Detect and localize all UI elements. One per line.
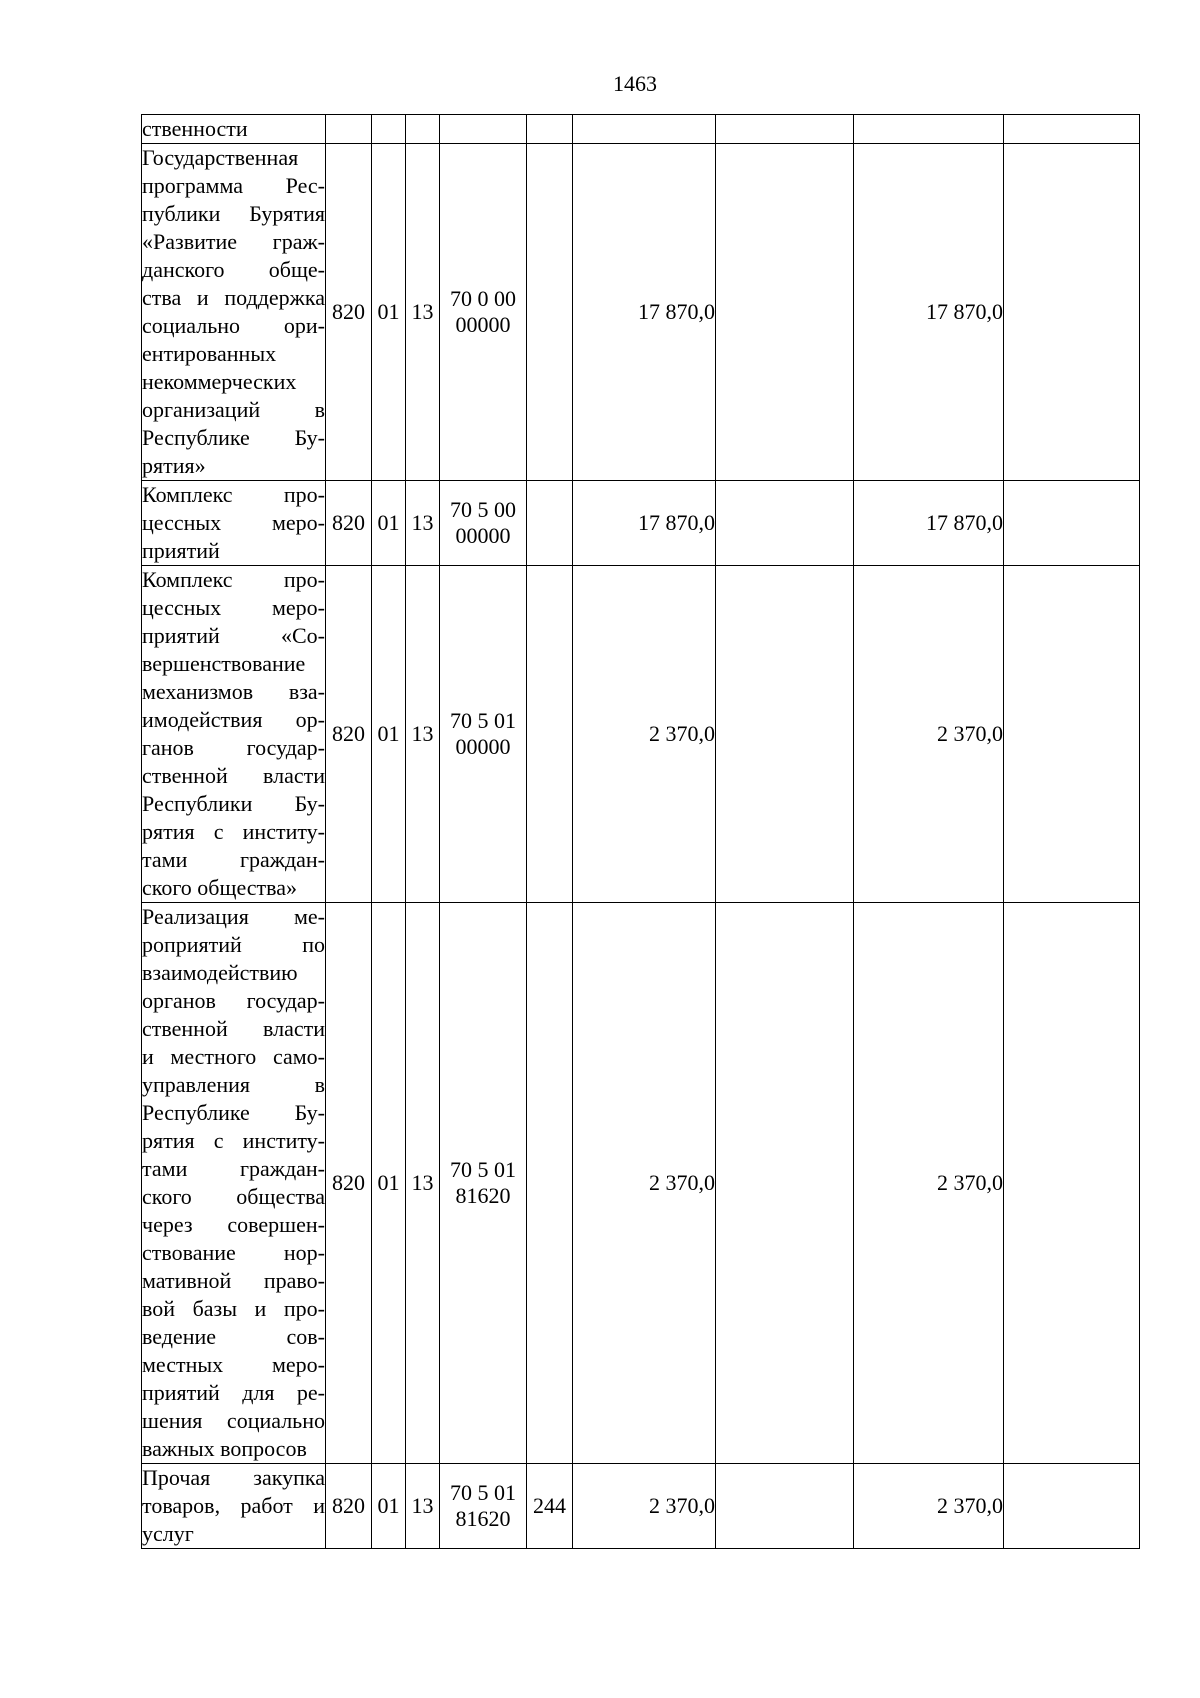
row-name xyxy=(142,481,326,566)
row-name-line: Реализация ме- xyxy=(142,904,325,929)
target-code-line-1: 70 5 00 xyxy=(450,497,516,522)
ministry-code: 820 xyxy=(326,1464,372,1549)
table-row xyxy=(142,115,1140,144)
row-name-line: через совершен- xyxy=(142,1212,325,1237)
amount-column-1: 17 870,0 xyxy=(573,481,716,566)
row-name-line: «Развитие граж- xyxy=(142,229,325,254)
row-name-line: местных меро- xyxy=(142,1352,325,1377)
row-name-line: услуг xyxy=(142,1521,194,1546)
row-name-line: органов государ- xyxy=(142,988,325,1013)
amount-column-4 xyxy=(1004,115,1140,144)
ministry-code: 820 xyxy=(326,144,372,481)
row-name-line: программа Рес- xyxy=(142,173,325,198)
row-name-line: Государственная xyxy=(142,145,299,170)
amount-column-3: 2 370,0 xyxy=(854,1464,1004,1549)
row-name xyxy=(142,144,326,481)
row-name-line: ведение сов- xyxy=(142,1324,325,1349)
row-name-line: механизмов вза- xyxy=(142,679,325,704)
expense-type-code xyxy=(527,481,573,566)
row-name-line: ского общества» xyxy=(142,875,297,900)
row-name-line: управления в xyxy=(142,1072,325,1097)
target-code-line-2: 00000 xyxy=(455,312,511,337)
amount-column-2 xyxy=(716,144,854,481)
subsection-code: 13 xyxy=(406,481,440,566)
row-name-line: товаров, работ и xyxy=(142,1493,325,1518)
row-name-line: имодействия ор- xyxy=(142,707,325,732)
budget-table-body xyxy=(142,115,1140,1549)
target-code-line-1: 70 5 01 xyxy=(450,1480,516,1505)
row-name-line: тами граждан- xyxy=(142,1156,325,1181)
section-code: 01 xyxy=(372,566,406,903)
row-name-line: шения социально xyxy=(142,1408,325,1433)
amount-column-2 xyxy=(716,1464,854,1549)
section-code: 01 xyxy=(372,903,406,1464)
amount-column-3 xyxy=(854,115,1004,144)
amount-column-1 xyxy=(573,115,716,144)
row-name-line: Республике Бу- xyxy=(142,425,325,450)
section-code: 01 xyxy=(372,481,406,566)
amount-column-3: 17 870,0 xyxy=(854,481,1004,566)
row-name-line: ственной власти xyxy=(142,763,325,788)
row-name xyxy=(142,115,326,144)
row-name-line: Прочая закупка xyxy=(142,1465,325,1490)
target-article-code xyxy=(440,1464,527,1549)
amount-column-1: 2 370,0 xyxy=(573,1464,716,1549)
amount-column-2 xyxy=(716,903,854,1464)
row-name-line: ского общества xyxy=(142,1184,325,1209)
table-row xyxy=(142,566,1140,903)
target-code-line-1: 70 0 00 xyxy=(450,286,516,311)
expense-type-code xyxy=(527,566,573,903)
expense-type-code xyxy=(527,115,573,144)
row-name-line: рятия с институ- xyxy=(142,819,325,844)
row-name-line: цессных меро- xyxy=(142,510,325,535)
row-name-line: Республики Бу- xyxy=(142,791,325,816)
row-name-line: приятий xyxy=(142,538,220,563)
amount-column-2 xyxy=(716,115,854,144)
row-name-line: Республике Бу- xyxy=(142,1100,325,1125)
expense-type-code xyxy=(527,903,573,1464)
subsection-code: 13 xyxy=(406,566,440,903)
row-name-line: некоммерческих xyxy=(142,369,297,394)
row-name-line: ственной власти xyxy=(142,1016,325,1041)
amount-column-1: 17 870,0 xyxy=(573,144,716,481)
row-name-line: цессных меро- xyxy=(142,595,325,620)
subsection-code: 13 xyxy=(406,1464,440,1549)
ministry-code: 820 xyxy=(326,481,372,566)
row-name-line: приятий для ре- xyxy=(142,1380,325,1405)
ministry-code xyxy=(326,115,372,144)
subsection-code: 13 xyxy=(406,903,440,1464)
amount-column-1: 2 370,0 xyxy=(573,566,716,903)
target-article-code xyxy=(440,115,527,144)
amount-column-2 xyxy=(716,481,854,566)
amount-column-4 xyxy=(1004,1464,1140,1549)
target-article-code xyxy=(440,903,527,1464)
target-code-line-1: 70 5 01 xyxy=(450,1157,516,1182)
budget-table xyxy=(141,114,1140,1549)
amount-column-3: 2 370,0 xyxy=(854,903,1004,1464)
ministry-code: 820 xyxy=(326,903,372,1464)
row-name-line: роприятий по xyxy=(142,932,325,957)
target-code-line-2: 81620 xyxy=(455,1183,511,1208)
table-row xyxy=(142,144,1140,481)
row-name xyxy=(142,566,326,903)
table-row xyxy=(142,1464,1140,1549)
amount-column-4 xyxy=(1004,144,1140,481)
row-name-line: Комплекс про- xyxy=(142,567,325,592)
expense-type-code: 244 xyxy=(527,1464,573,1549)
subsection-code: 13 xyxy=(406,144,440,481)
amount-column-1: 2 370,0 xyxy=(573,903,716,1464)
row-name-line: взаимодействию xyxy=(142,960,298,985)
row-name-line: вой базы и про- xyxy=(142,1296,325,1321)
row-name-line: ганов государ- xyxy=(142,735,325,760)
row-name-line: и местного само- xyxy=(142,1044,325,1069)
row-name xyxy=(142,1464,326,1549)
target-code-line-2: 00000 xyxy=(455,523,511,548)
row-name-line: ства и поддержка xyxy=(142,285,325,310)
page-number: 1463 xyxy=(613,71,657,96)
row-name-line: рятия» xyxy=(142,453,206,478)
table-row xyxy=(142,481,1140,566)
expense-type-code xyxy=(527,144,573,481)
row-name-line: вершенствование xyxy=(142,651,306,676)
row-name-line: мативной право- xyxy=(142,1268,325,1293)
row-name-line: ентированных xyxy=(142,341,277,366)
row-name-line: рятия с институ- xyxy=(142,1128,325,1153)
row-name-line: публики Бурятия xyxy=(142,201,325,226)
ministry-code: 820 xyxy=(326,566,372,903)
section-code: 01 xyxy=(372,1464,406,1549)
amount-column-4 xyxy=(1004,481,1140,566)
row-name-line: приятий «Со- xyxy=(142,623,325,648)
row-name-line: ственности xyxy=(142,116,248,141)
target-article-code xyxy=(440,144,527,481)
target-code-line-2: 81620 xyxy=(455,1506,511,1531)
amount-column-4 xyxy=(1004,903,1140,1464)
row-name-line: данского обще- xyxy=(142,257,325,282)
row-name-line: ствование нор- xyxy=(142,1240,325,1265)
target-article-code xyxy=(440,481,527,566)
row-name-line: важных вопросов xyxy=(142,1436,307,1461)
table-row xyxy=(142,903,1140,1464)
amount-column-3: 2 370,0 xyxy=(854,566,1004,903)
section-code: 01 xyxy=(372,144,406,481)
row-name xyxy=(142,903,326,1464)
row-name-line: тами граждан- xyxy=(142,847,325,872)
amount-column-4 xyxy=(1004,566,1140,903)
target-article-code xyxy=(440,566,527,903)
row-name-line: Комплекс про- xyxy=(142,482,325,507)
amount-column-2 xyxy=(716,566,854,903)
row-name-line: социально ори- xyxy=(142,313,325,338)
target-code-line-1: 70 5 01 xyxy=(450,708,516,733)
row-name-line: организаций в xyxy=(142,397,325,422)
target-code-line-2: 00000 xyxy=(455,734,511,759)
section-code xyxy=(372,115,406,144)
subsection-code xyxy=(406,115,440,144)
amount-column-3: 17 870,0 xyxy=(854,144,1004,481)
